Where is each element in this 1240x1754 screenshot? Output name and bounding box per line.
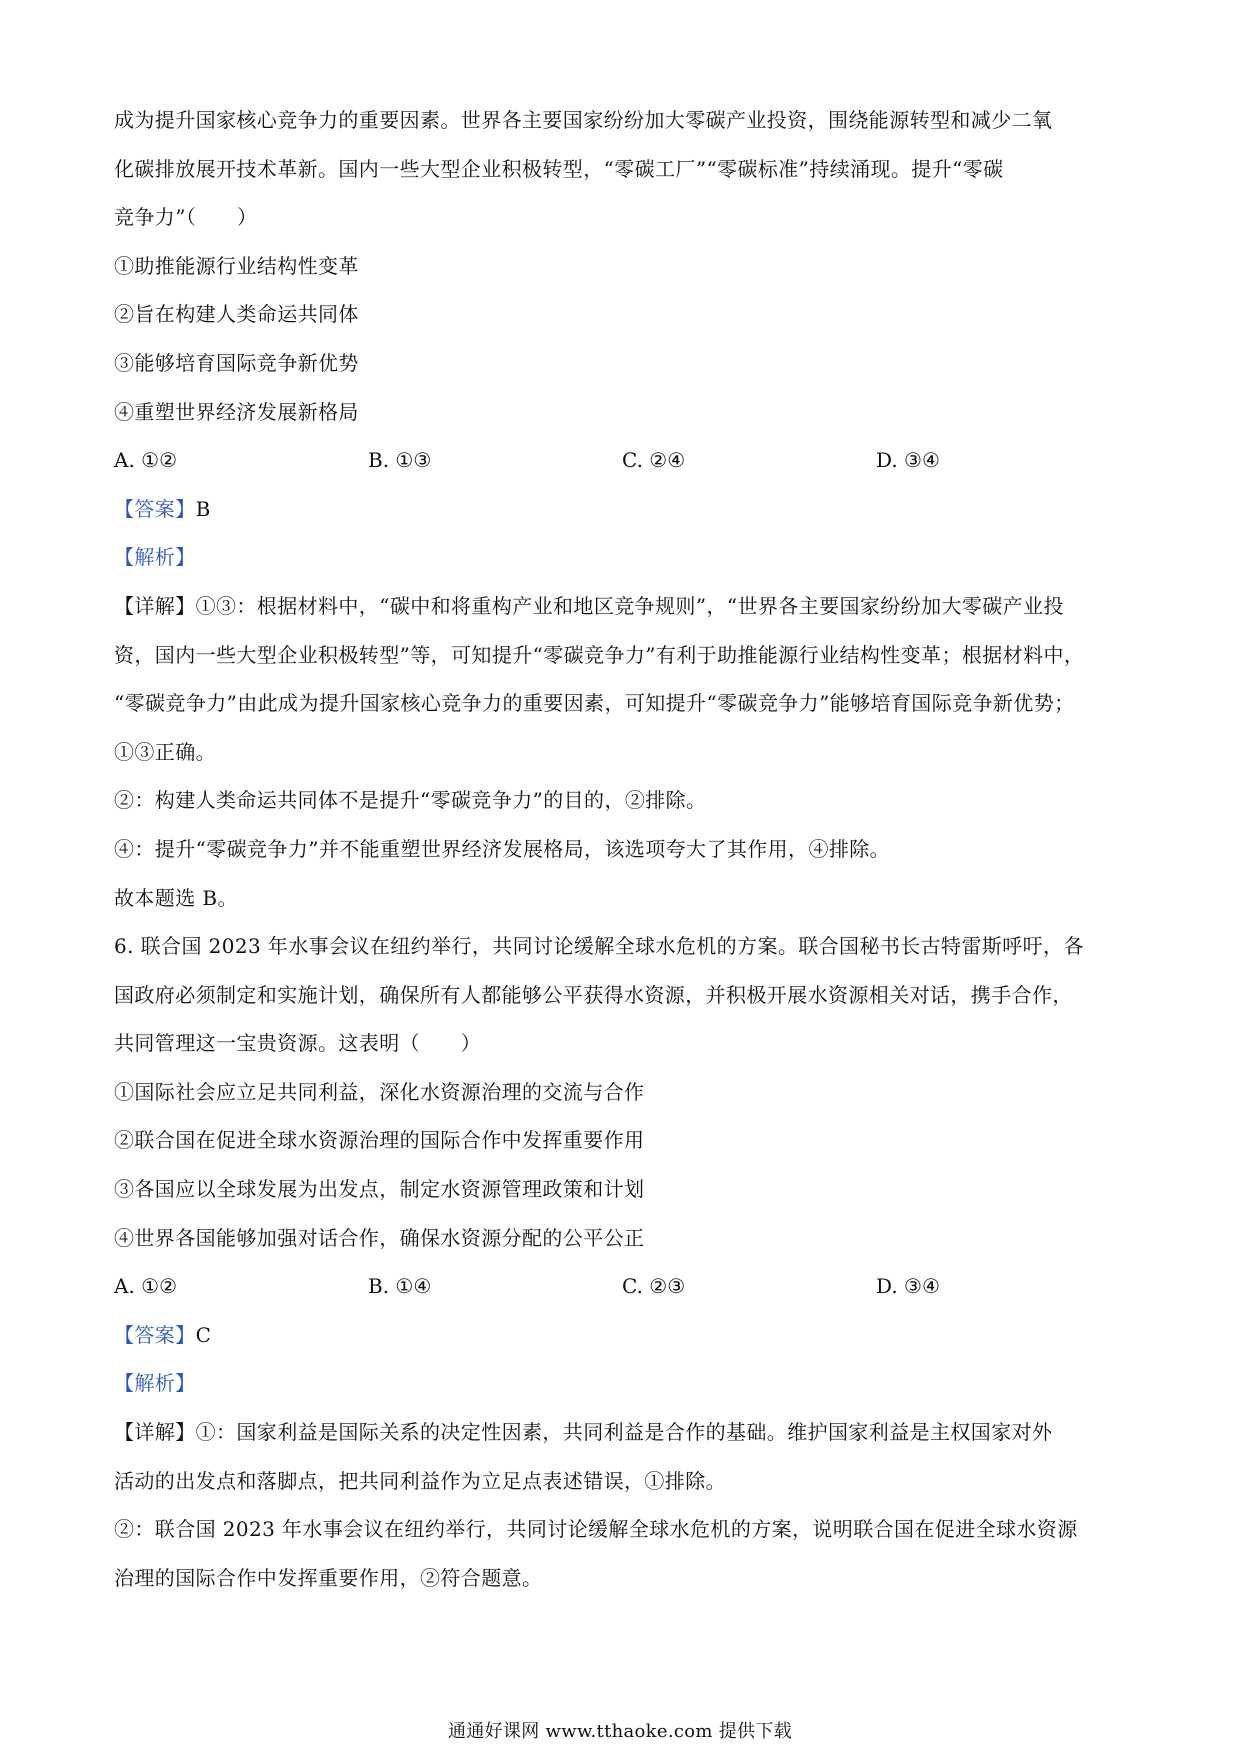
option-b: B. ①④ [368,1274,432,1299]
question-stem-line: 化碳排放展开技术革新。国内一些大型企业积极转型，“零碳工厂”“零碳标准”持续涌现。提升“零碳 [114,156,1004,181]
option-a: A. ①② [114,1274,178,1299]
option-d: D. ③④ [876,1274,940,1299]
detail-line [114,582,1134,631]
answer-label: 【答案】 [114,496,196,521]
question-stem-line: 国政府必须制定和实施计划，确保所有人都能够公平获得水资源，并积极开展水资源相关对话，携手合作， [114,982,1073,1007]
option-c: C. ②③ [622,1274,686,1299]
question-5 [114,96,1134,922]
statement-item: ②联合国在促进全球水资源治理的国际合作中发挥重要作用 [114,1128,645,1153]
question-stem-line: 竞争力”（ ） [114,205,258,230]
detail-line [114,1408,1134,1457]
statement-item: ①国际社会应立足共同利益，深化水资源治理的交流与合作 [114,1079,645,1104]
page-content [114,96,1134,1602]
statement-item: ④重塑世界经济发展新格局 [114,399,359,424]
question-stem-line: 成为提升国家核心竞争力的重要因素。世界各主要国家纷纷加大零碳产业投资，围绕能源转型和减少二氧 [114,108,1053,132]
analysis-row [114,533,1134,582]
analysis-label: 【解析】 [114,1371,196,1396]
detail-label: 【详解】 [114,1420,196,1445]
detail-line: ④：提升“零碳竞争力”并不能重塑世界经济发展格局，该选项夸大了其作用，④排除。 [114,836,891,861]
answer-label: 【答案】 [114,1322,196,1347]
statement-item: ③能够培育国际竞争新优势 [114,350,359,375]
answer-row [114,485,1134,534]
conclusion-line: 故本题选 B。 [114,885,238,910]
detail-line: 活动的出发点和落脚点，把共同利益作为立足点表述错误，①排除。 [114,1468,726,1493]
detail-line: 治理的国际合作中发挥重要作用，②符合题意。 [114,1565,543,1590]
question-stem-line: 6. 联合国 2023 年水事会议在纽约举行，共同讨论缓解全球水危机的方案。联合国秘书长古特雷斯呼吁，各 [114,934,1084,959]
detail-text: ①③：根据材料中，“碳中和将重构产业和地区竞争规则”，“世界各主要国家纷纷加大零碳产业投 [195,593,1064,618]
analysis-label: 【解析】 [114,545,196,570]
option-a: A. ①② [114,448,178,473]
detail-line: “零碳竞争力”由此成为提升国家核心竞争力的重要因素，可知提升“零碳竞争力”能够培育国际竞争新优势； [114,691,1075,716]
statement-item: ①助推能源行业结构性变革 [114,253,359,278]
statement-item: ②旨在构建人类命运共同体 [114,302,359,327]
answer-options [114,1262,1134,1311]
answer-value: B [195,496,211,521]
detail-line: ②：联合国 2023 年水事会议在纽约举行，共同讨论缓解全球水危机的方案，说明联合国在促进全球水资源 [114,1517,1078,1542]
option-d: D. ③④ [876,448,940,473]
page-footer: 通通好课网 www.tthaoke.com 提供下载 [448,1721,792,1742]
detail-label: 【详解】 [114,593,196,618]
question-stem-line: 共同管理这一宝贵资源。这表明（ ） [114,1031,482,1056]
question-6 [114,922,1134,1602]
option-b: B. ①③ [368,448,432,473]
answer-options [114,436,1134,485]
analysis-row [114,1359,1134,1408]
detail-line: 资，国内一些大型企业积极转型”等，可知提升“零碳竞争力”有利于助推能源行业结构性变革；根据材料中， [114,642,1085,667]
statement-item: ③各国应以全球发展为出发点，制定水资源管理政策和计划 [114,1177,645,1202]
option-c: C. ②④ [622,448,686,473]
answer-value: C [195,1322,212,1347]
answer-row [114,1311,1134,1360]
detail-line: ②：构建人类命运共同体不是提升“零碳竞争力”的目的，②排除。 [114,788,707,813]
detail-text: ①：国家利益是国际关系的决定性因素，共同利益是合作的基础。维护国家利益是主权国家对外 [195,1420,1053,1445]
detail-line: ①③正确。 [114,739,216,764]
statement-item: ④世界各国能够加强对话合作，确保水资源分配的公平公正 [114,1225,645,1250]
